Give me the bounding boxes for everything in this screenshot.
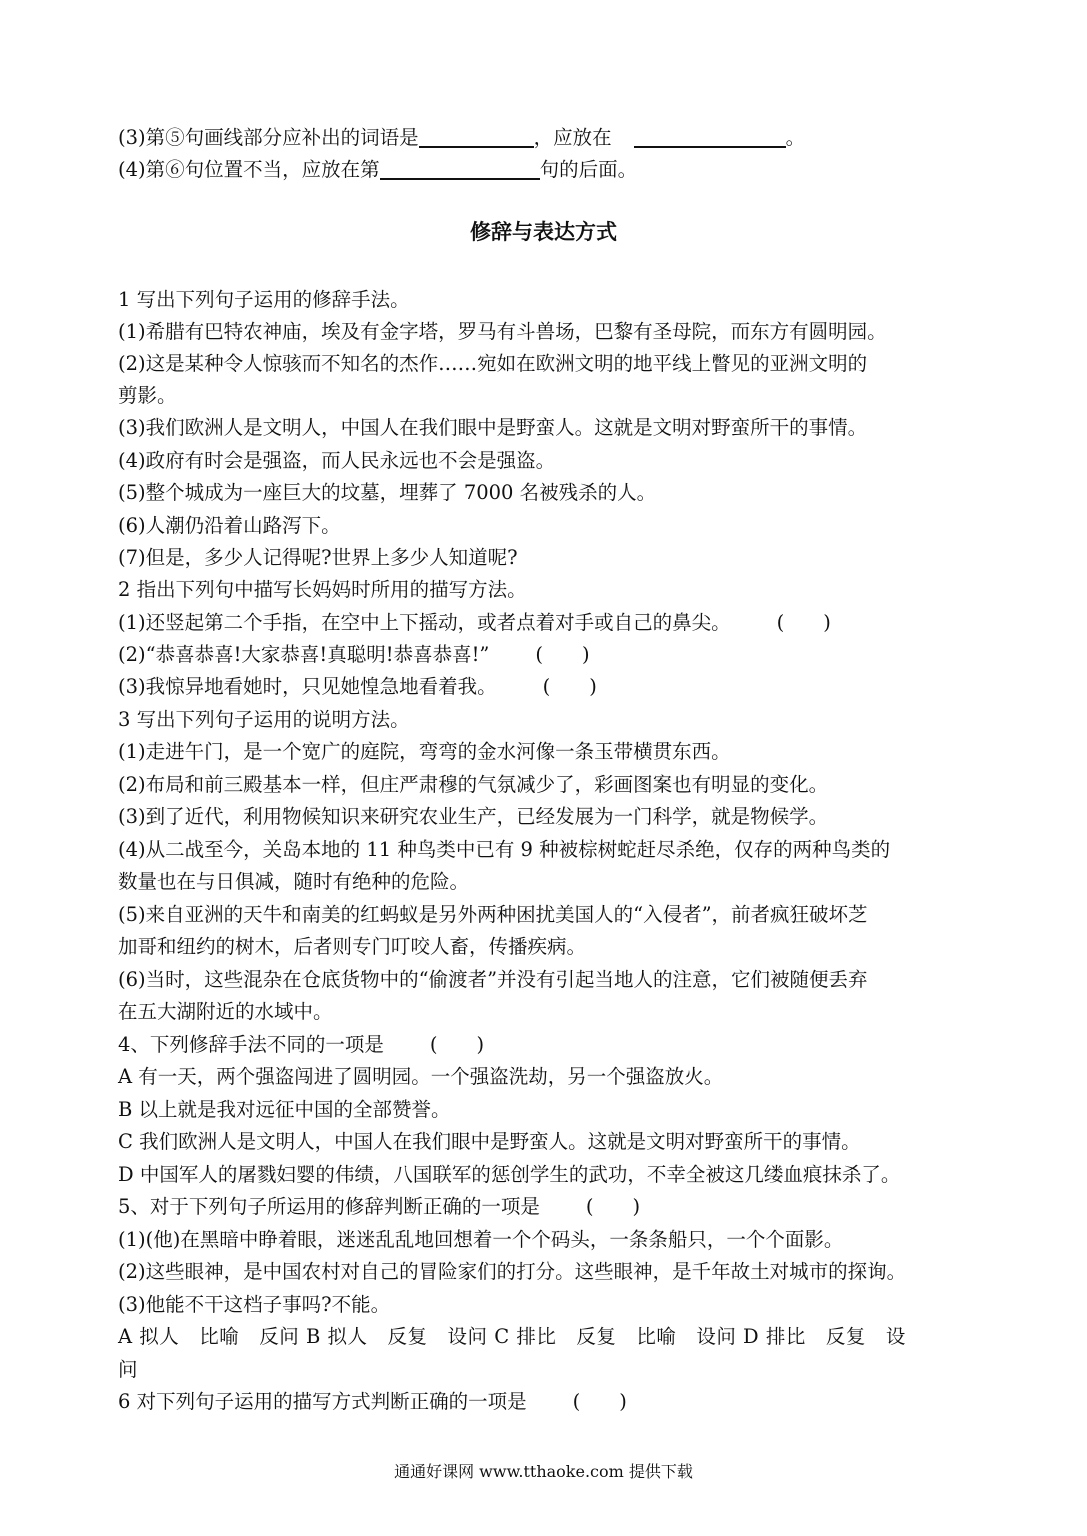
question-item: (1)(他)在黑暗中睁着眼，迷迷乱乱地回想着一个个码头，一条条船只，一个个面影。 (118, 1228, 844, 1251)
answer-parentheses[interactable]: ( ) (542, 675, 597, 698)
question-item: (4)从二战至今，关岛本地的 11 种鸟类中已有 9 种被棕树蛇赶尽杀绝，仅存的两种鸟类的 (118, 838, 891, 861)
question-item: (3)我们欧洲人是文明人，中国人在我们眼中是野蛮人。这就是文明对野蛮所干的事情。 (118, 416, 868, 439)
question-heading: 1 写出下列句子运用的修辞手法。 (118, 288, 410, 311)
question-heading (118, 1029, 978, 1061)
option-item: B 以上就是我对远征中国的全部赞誉。 (118, 1098, 451, 1121)
question-item: 剪影。 (118, 384, 177, 407)
question-item (118, 671, 978, 703)
question-item: (7)但是，多少人记得呢?世界上多少人知道呢? (118, 546, 518, 569)
question-item: 在五大湖附近的水域中。 (118, 1000, 333, 1023)
question-item: (2)这是某种令人惊骇而不知名的杰作……宛如在欧洲文明的地平线上瞥见的亚洲文明的 (118, 352, 868, 375)
answer-parentheses[interactable]: ( ) (776, 611, 831, 634)
question-text: (4)第⑥句位置不当，应放在第 (118, 158, 380, 181)
question-text: (3)第⑤句画线部分应补出的词语是 (118, 126, 419, 149)
answer-blank[interactable] (419, 126, 534, 148)
question-item (118, 607, 978, 639)
question-line (118, 154, 978, 186)
question-item: (6)当时，这些混杂在仓底货物中的“偷渡者”并没有引起当地人的注意，它们被随便丢弃 (118, 968, 868, 991)
question-text: 。 (785, 126, 806, 149)
question-heading (118, 1386, 978, 1418)
option-item: A 拟人 比喻 反问 B 拟人 反复 设问 C 排比 反复 比喻 设问 D 排比 反复 设 (118, 1325, 906, 1348)
option-item: C 我们欧洲人是文明人，中国人在我们眼中是野蛮人。这就是文明对野蛮所干的事情。 (118, 1130, 861, 1153)
answer-blank[interactable] (634, 126, 786, 148)
question-item: 数量也在与日俱减，随时有绝种的危险。 (118, 870, 470, 893)
question-text: (1)还竖起第二个手指，在空中上下摇动，或者点着对手或自己的鼻尖。 (118, 611, 731, 634)
question-heading: 2 指出下列句中描写长妈妈时所用的描写方法。 (118, 578, 527, 601)
question-text: 5、对于下列句子所运用的修辞判断正确的一项是 (118, 1195, 540, 1218)
question-item: 加哥和纽约的树木，后者则专门叮咬人畜，传播疾病。 (118, 935, 587, 958)
question-line (118, 122, 978, 154)
question-item: (3)到了近代，利用物候知识来研究农业生产，已经发展为一门科学，就是物候学。 (118, 805, 829, 828)
page-footer: 通通好课网 www.tthaoke.com 提供下载 (394, 1462, 693, 1481)
answer-blank[interactable] (380, 158, 540, 180)
question-item: (5)来自亚洲的天牛和南美的红蚂蚁是另外两种困扰美国人的“入侵者”，前者疯狂破坏芝 (118, 903, 868, 926)
question-item: (1)希腊有巴特农神庙，埃及有金字塔，罗马有斗兽场，巴黎有圣母院，而东方有圆明园。 (118, 320, 887, 343)
answer-parentheses[interactable]: ( ) (535, 643, 590, 666)
question-item: (1)走进午门，是一个宽广的庭院，弯弯的金水河像一条玉带横贯东西。 (118, 740, 731, 763)
question-text: ，应放在 (533, 126, 612, 149)
question-text: 句的后面。 (539, 158, 638, 181)
question-text: 6 对下列句子运用的描写方式判断正确的一项是 (118, 1390, 527, 1413)
question-heading: 3 写出下列句子运用的说明方法。 (118, 708, 410, 731)
option-item: D 中国军人的屠戮妇婴的伟绩，八国联军的惩创学生的武功，不幸全被这几缕血痕抹杀了。 (118, 1163, 901, 1186)
section-title: 修辞与表达方式 (470, 219, 617, 244)
question-item: (2)布局和前三殿基本一样，但庄严肃穆的气氛减少了，彩画图案也有明显的变化。 (118, 773, 829, 796)
option-item: 问 (118, 1358, 138, 1381)
question-text: 4、下列修辞手法不同的一项是 (118, 1033, 384, 1056)
question-item: (5)整个城成为一座巨大的坟墓，埋葬了 7000 名被残杀的人。 (118, 481, 657, 504)
answer-parentheses[interactable]: ( ) (572, 1390, 627, 1413)
question-item: (3)他能不干这档子事吗?不能。 (118, 1293, 391, 1316)
question-item: (2)这些眼神，是中国农村对自己的冒险家们的打分。这些眼神，是千年故土对城市的探询。 (118, 1260, 907, 1283)
question-item: (6)人潮仍沿着山路泻下。 (118, 514, 341, 537)
answer-parentheses[interactable]: ( ) (585, 1195, 641, 1218)
question-item (118, 639, 978, 671)
question-heading (118, 1191, 978, 1223)
question-item: (4)政府有时会是强盗，而人民永远也不会是强盗。 (118, 449, 556, 472)
answer-parentheses[interactable]: ( ) (429, 1033, 485, 1056)
question-text: (2)“恭喜恭喜!大家恭喜!真聪明!恭喜恭喜!” (118, 643, 490, 666)
option-item: A 有一天，两个强盗闯进了圆明园。一个强盗洗劫，另一个强盗放火。 (118, 1065, 724, 1088)
question-text: (3)我惊异地看她时，只见她惶急地看着我。 (118, 675, 497, 698)
